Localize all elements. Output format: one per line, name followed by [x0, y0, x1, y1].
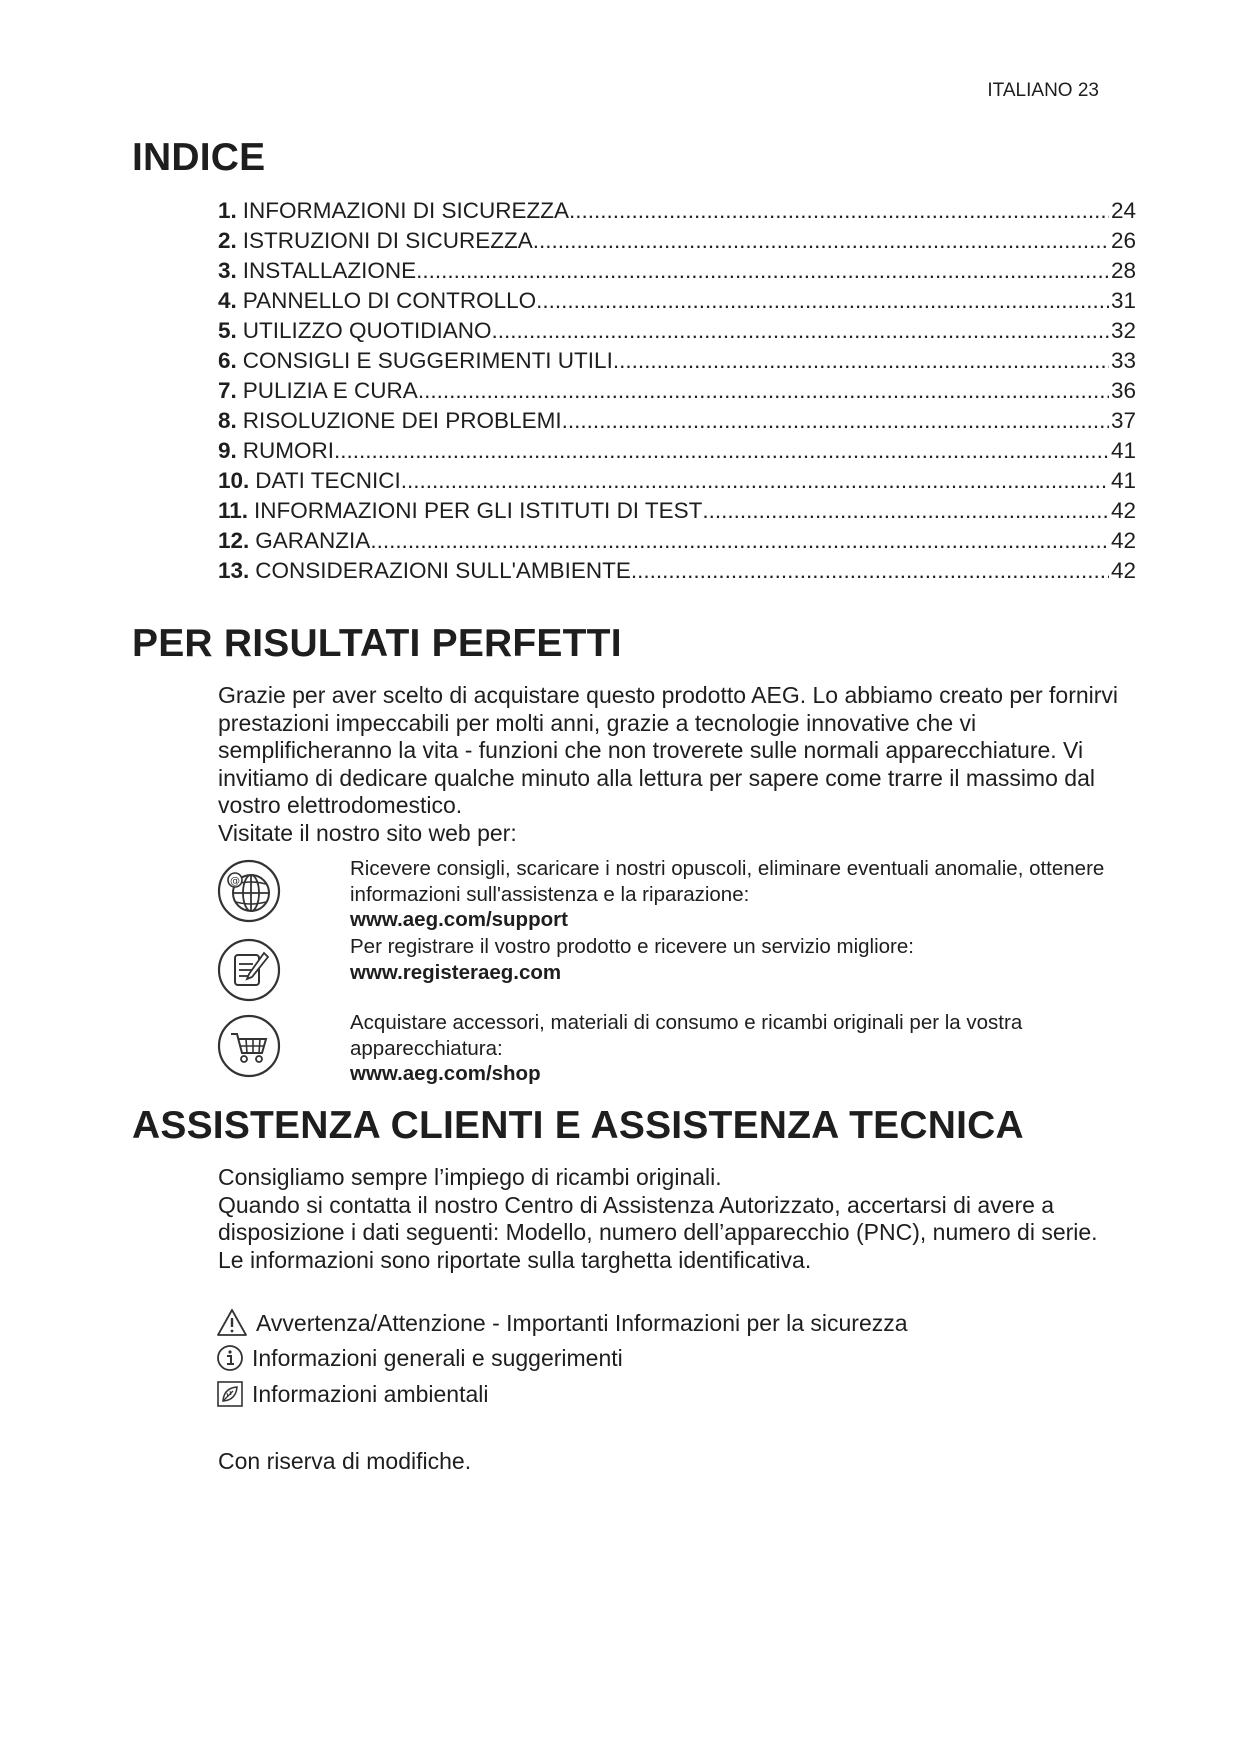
assistance-title: ASSISTENZA CLIENTI E ASSISTENZA TECNICA: [132, 1104, 1024, 1147]
toc-item-number: 13.: [218, 558, 250, 583]
toc-item-page: 37: [1110, 408, 1136, 433]
toc-item[interactable]: [218, 258, 1136, 288]
toc-item[interactable]: [218, 228, 1136, 258]
toc-dot-leader: [492, 318, 1109, 344]
toc-item-page: 32: [1110, 318, 1136, 343]
toc-item-page: 42: [1110, 558, 1136, 583]
toc-dot-leader: [562, 408, 1109, 434]
toc-dot-leader: [334, 438, 1109, 464]
toc-item[interactable]: [218, 408, 1136, 438]
table-of-contents: [218, 198, 1136, 588]
toc-item-page: 41: [1110, 438, 1136, 463]
service-support: [350, 856, 1150, 933]
toc-dot-leader: [416, 258, 1109, 284]
register-icon: [216, 937, 282, 1003]
toc-item-number: 1.: [218, 198, 237, 223]
shop-link[interactable]: www.aeg.com/shop: [350, 1062, 541, 1085]
toc-item-page: 41: [1110, 468, 1136, 493]
toc-item-number: 7.: [218, 378, 237, 403]
toc-item-label: RUMORI: [242, 438, 335, 463]
toc-dot-leader: [569, 198, 1109, 224]
service-register: [350, 934, 1150, 985]
toc-dot-leader: [401, 468, 1109, 494]
toc-dot-leader: [536, 288, 1109, 314]
index-title: INDICE: [132, 136, 266, 179]
cart-icon: [216, 1013, 282, 1079]
toc-item-page: 24: [1110, 198, 1136, 223]
toc-item-label: CONSIDERAZIONI SULL'AMBIENTE: [255, 558, 631, 583]
assistance-body: [218, 1164, 1138, 1274]
toc-item-label: PULIZIA E CURA: [242, 378, 418, 403]
legend-warning-text: Avvertenza/Attenzione - Importanti Informazioni per la sicurezza: [256, 1309, 908, 1336]
legend-info-text: Informazioni generali e suggerimenti: [252, 1344, 623, 1371]
service-support-text: Ricevere consigli, scaricare i nostri opuscoli, eliminare eventuali anomalie, ottenere informazioni sull'assistenza e la riparazione:: [350, 857, 1105, 906]
toc-dot-leader: [533, 228, 1109, 254]
toc-item-label: INFORMAZIONI PER GLI ISTITUTI DI TEST: [254, 498, 703, 523]
assistance-paragraph: Consigliamo sempre l’impiego di ricambi originali.: [218, 1164, 722, 1190]
service-shop: [350, 1010, 1150, 1087]
toc-item[interactable]: [218, 198, 1136, 228]
service-register-text: Per registrare il vostro prodotto e ricevere un servizio migliore:: [350, 935, 914, 958]
visit-website-text: Visitate il nostro sito web per:: [218, 820, 517, 846]
toc-item-number: 10.: [218, 468, 250, 493]
leaf-icon: [216, 1380, 244, 1408]
toc-item-label: DATI TECNICI: [255, 468, 401, 493]
svg-text:@: @: [230, 876, 240, 887]
toc-item[interactable]: [218, 528, 1136, 558]
toc-dot-leader: [631, 558, 1109, 584]
toc-item-page: 31: [1110, 288, 1136, 313]
toc-item-number: 3.: [218, 258, 237, 283]
assistance-paragraph: Quando si contatta il nostro Centro di Assistenza Autorizzato, accertarsi di avere a disposizione i dati seguenti: Modello, numero dell’apparecchio (PNC), numero di serie.: [218, 1191, 1098, 1245]
toc-item-page: 28: [1110, 258, 1136, 283]
toc-item-number: 6.: [218, 348, 237, 373]
toc-dot-leader: [418, 378, 1109, 404]
toc-item-label: ISTRUZIONI DI SICUREZZA: [242, 228, 533, 253]
toc-item[interactable]: [218, 498, 1136, 528]
page-header-language: ITALIANO 23: [987, 80, 1099, 101]
toc-dot-leader: [613, 348, 1109, 374]
toc-item[interactable]: [218, 288, 1136, 318]
toc-item[interactable]: [218, 438, 1136, 468]
toc-dot-leader: [370, 528, 1109, 554]
toc-item-page: 36: [1110, 378, 1136, 403]
toc-dot-leader: [702, 498, 1109, 524]
toc-item-number: 5.: [218, 318, 237, 343]
toc-item-number: 8.: [218, 408, 237, 433]
toc-item-label: CONSIGLI E SUGGERIMENTI UTILI: [242, 348, 613, 373]
globe-icon: [216, 858, 282, 924]
toc-item[interactable]: [218, 468, 1136, 498]
warning-icon: [216, 1308, 248, 1338]
toc-item-label: INFORMAZIONI DI SICUREZZA: [242, 198, 570, 223]
toc-item-label: RISOLUZIONE DEI PROBLEMI: [242, 408, 562, 433]
service-shop-text: Acquistare accessori, materiali di consumo e ricambi originali per la vostra apparecchiatura:: [350, 1011, 1023, 1060]
support-link[interactable]: www.aeg.com/support: [350, 908, 568, 931]
toc-item-number: 11.: [218, 498, 249, 523]
toc-item[interactable]: [218, 558, 1136, 588]
intro-paragraph: Grazie per aver scelto di acquistare questo prodotto AEG. Lo abbiamo creato per fornirvi prestazioni impeccabili per molti anni, grazie a tecnologie innovative che vi semplificheranno la vita - funzioni che non troverete sulle normali apparecchiature. Vi invitiamo di dedicare qualche minuto alla lettura per sapere come trarre il massimo dal vostro elettrodomestico.: [218, 682, 1119, 818]
legend-info: [216, 1344, 623, 1372]
legend-environment-text: Informazioni ambientali: [252, 1380, 489, 1407]
legend-warning: [216, 1308, 908, 1338]
toc-item-page: 26: [1110, 228, 1136, 253]
toc-item-page: 42: [1110, 498, 1136, 523]
toc-item-page: 42: [1110, 528, 1136, 553]
toc-item-label: PANNELLO DI CONTROLLO: [242, 288, 537, 313]
toc-item-number: 2.: [218, 228, 237, 253]
toc-item-number: 12.: [218, 528, 250, 553]
toc-item-label: GARANZIA: [255, 528, 371, 553]
toc-item-number: 4.: [218, 288, 237, 313]
toc-item[interactable]: [218, 348, 1136, 378]
info-icon: [216, 1344, 244, 1372]
toc-item-label: INSTALLAZIONE: [242, 258, 417, 283]
legend-environment: [216, 1380, 489, 1408]
toc-item-page: 33: [1110, 348, 1136, 373]
register-link[interactable]: www.registeraeg.com: [350, 960, 562, 984]
assistance-paragraph: Le informazioni sono riportate sulla targhetta identificativa.: [218, 1246, 812, 1273]
toc-item-number: 9.: [218, 438, 237, 463]
toc-item-label: UTILIZZO QUOTIDIANO: [242, 318, 492, 343]
toc-item[interactable]: [218, 318, 1136, 348]
disclaimer-note: Con riserva di modifiche.: [218, 1448, 472, 1474]
results-title: PER RISULTATI PERFETTI: [132, 622, 622, 665]
toc-item[interactable]: [218, 378, 1136, 408]
